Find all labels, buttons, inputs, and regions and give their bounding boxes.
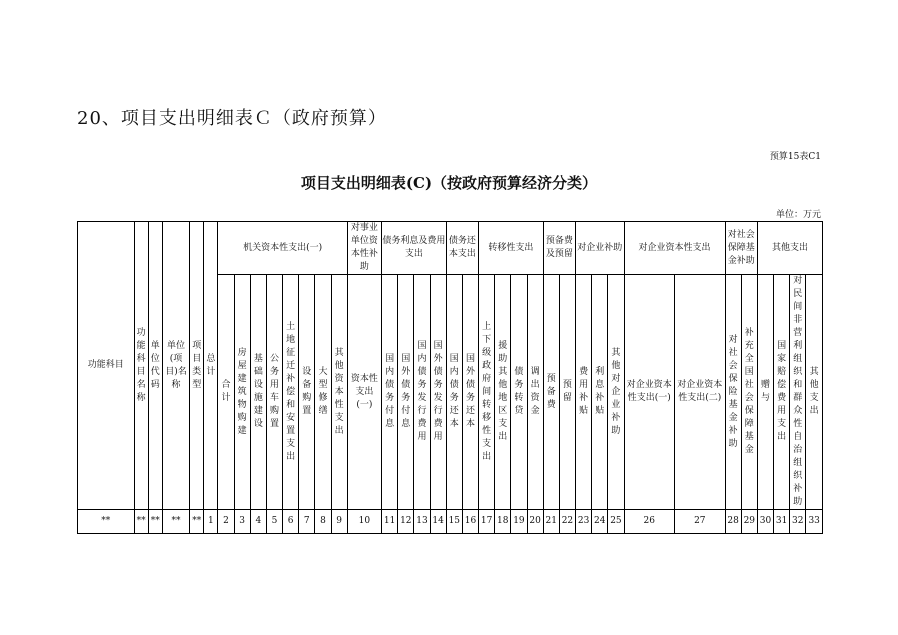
index-cell: 19: [511, 510, 527, 534]
column-header: 国内债务还本: [446, 275, 462, 510]
index-cell: 3: [234, 510, 250, 534]
header-cell: 单位代码: [148, 222, 162, 510]
column-header: 补充全国社会保障基金: [741, 275, 757, 510]
index-cell: 9: [331, 510, 347, 534]
column-header: 公务用车购置: [266, 275, 282, 510]
index-cell: 11: [382, 510, 398, 534]
column-header: 对民间非营利组织和群众性自治组织补助: [790, 275, 806, 510]
column-header: 债务转贷: [511, 275, 527, 510]
column-header: 预备费: [543, 275, 559, 510]
index-cell: 10: [347, 510, 381, 534]
column-header: 调出资金: [527, 275, 543, 510]
index-cell: 22: [559, 510, 575, 534]
column-header: 基础设施建设: [250, 275, 266, 510]
column-header: 国家赔偿费用支出: [774, 275, 790, 510]
index-cell: 13: [414, 510, 430, 534]
group-header: 机关资本性支出(一): [218, 222, 347, 275]
group-header: 对社会保障基金补助: [725, 222, 757, 275]
index-cell: 18: [495, 510, 511, 534]
group-header: 其他支出: [757, 222, 822, 275]
column-header: 大型修缮: [315, 275, 331, 510]
index-cell: **: [134, 510, 148, 534]
index-cell: 1: [204, 510, 218, 534]
column-header: 其他资本性支出: [331, 275, 347, 510]
index-cell: 16: [462, 510, 478, 534]
index-cell: 31: [774, 510, 790, 534]
index-cell: 17: [479, 510, 495, 534]
group-header: 转移性支出: [479, 222, 544, 275]
index-cell: 14: [430, 510, 446, 534]
group-header: 对企业资本性支出: [624, 222, 725, 275]
column-header: 设备购置: [299, 275, 315, 510]
index-cell: 5: [266, 510, 282, 534]
column-header: 费用补贴: [576, 275, 592, 510]
column-header: 土地征迁补偿和安置支出: [283, 275, 299, 510]
index-cell: 28: [725, 510, 741, 534]
column-header: 国外债务还本: [462, 275, 478, 510]
column-header: 其他支出: [806, 275, 823, 510]
index-cell: **: [190, 510, 204, 534]
column-header: 国外债务发行费用: [430, 275, 446, 510]
group-header: 预备费及预留: [543, 222, 575, 275]
form-number: 预算15表C1: [769, 152, 821, 162]
index-cell: 4: [250, 510, 266, 534]
column-header: 对社会保险基金补助: [725, 275, 741, 510]
header-row-groups: [78, 222, 823, 275]
index-cell: 12: [398, 510, 414, 534]
index-cell: 33: [806, 510, 823, 534]
column-header: 国内债务付息: [382, 275, 398, 510]
column-header: 对企业资本性支出(一): [624, 275, 675, 510]
group-header: 债务还本支出: [446, 222, 478, 275]
column-header: 其他对企业补助: [608, 275, 624, 510]
expenditure-table: [77, 221, 823, 534]
header-cell: 单位(项目)名称: [162, 222, 189, 510]
table-title: 项目支出明细表(C)（按政府预算经济分类）: [300, 174, 598, 192]
index-cell: 30: [757, 510, 773, 534]
index-cell: 8: [315, 510, 331, 534]
column-header: 国外债务付息: [398, 275, 414, 510]
index-cell: 25: [608, 510, 624, 534]
index-cell: 26: [624, 510, 675, 534]
index-cell: 27: [675, 510, 726, 534]
column-header: 援助其他地区支出: [495, 275, 511, 510]
group-header: 对事业单位资本性补助: [347, 222, 381, 275]
column-header: 利息补贴: [592, 275, 608, 510]
column-header: 资本性支出(一): [347, 275, 381, 510]
index-cell: 20: [527, 510, 543, 534]
group-header: 对企业补助: [576, 222, 625, 275]
index-cell: 29: [741, 510, 757, 534]
unit-label: 单位：万元: [775, 210, 821, 220]
header-cell: 总计: [204, 222, 218, 510]
column-header: 房屋建筑物购建: [234, 275, 250, 510]
index-cell: 21: [543, 510, 559, 534]
index-cell: 6: [283, 510, 299, 534]
header-cell: 功能科目名称: [134, 222, 148, 510]
index-cell: 7: [299, 510, 315, 534]
index-cell: 24: [592, 510, 608, 534]
column-header: 对企业资本性支出(二): [675, 275, 726, 510]
column-header: 合计: [218, 275, 234, 510]
index-cell: **: [78, 510, 135, 534]
column-header: 赠与: [757, 275, 773, 510]
index-cell: 32: [790, 510, 806, 534]
index-cell: **: [162, 510, 189, 534]
index-row: [78, 510, 823, 534]
index-cell: 15: [446, 510, 462, 534]
index-cell: 2: [218, 510, 234, 534]
group-header: 债务利息及费用支出: [382, 222, 447, 275]
section-title: 20、项目支出明细表Ｃ（政府预算）: [77, 108, 387, 129]
index-cell: **: [148, 510, 162, 534]
header-cell: 功能科目: [78, 222, 135, 510]
column-header: 上下级政府间转移性支出: [479, 275, 495, 510]
header-cell: 项目类型: [190, 222, 204, 510]
column-header: 国内债务发行费用: [414, 275, 430, 510]
index-cell: 23: [576, 510, 592, 534]
column-header: 预留: [559, 275, 575, 510]
